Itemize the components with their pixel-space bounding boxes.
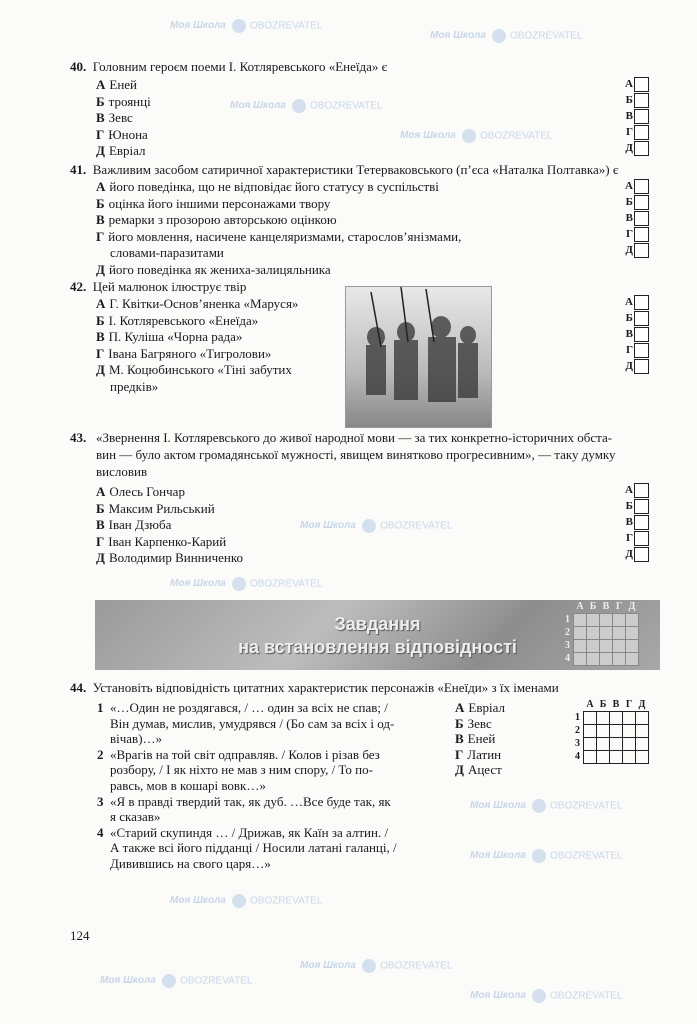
grid-cell[interactable] <box>636 712 649 725</box>
grid-cell[interactable] <box>584 712 597 725</box>
answer-option <box>96 329 242 344</box>
option-letter: Г <box>96 345 105 361</box>
option-letter: Д <box>96 362 105 377</box>
item-quote-line: А также всі його підданці / Носили латані галанці, / <box>110 840 397 856</box>
option-text: словами-паразитами <box>110 245 224 260</box>
answer-box-row[interactable] <box>625 294 649 310</box>
grid-row-number: 3 <box>575 738 580 749</box>
answer-checkbox[interactable] <box>634 227 649 242</box>
option-letter: Г <box>96 126 105 142</box>
answer-option <box>96 313 258 328</box>
grid-cell[interactable] <box>597 712 610 725</box>
answer-box-row[interactable] <box>625 124 649 140</box>
option-text: М. Коцюбинського «Тіні забутих <box>108 362 292 377</box>
grid-cell[interactable] <box>584 738 597 751</box>
grid-column-letter: Г <box>615 601 623 612</box>
answer-box-letter: В <box>625 516 633 528</box>
answer-box-letter: А <box>625 296 633 308</box>
grid-cell <box>600 627 613 640</box>
answer-checkbox[interactable] <box>634 359 649 374</box>
grid-cell <box>574 653 587 666</box>
grid-cell[interactable] <box>610 712 623 725</box>
grid-cell[interactable] <box>597 751 610 764</box>
grid-cell <box>600 653 613 666</box>
grid-cell <box>587 614 600 627</box>
option-letter: Б <box>96 312 105 328</box>
option-text: Еней <box>467 731 496 747</box>
answer-option <box>96 534 226 549</box>
watermark-brand-text: OBOZREVATEL <box>250 20 323 32</box>
answer-checkbox[interactable] <box>634 77 649 92</box>
option-letter: Д <box>96 143 105 158</box>
watermark-school: Моя Школа <box>470 800 526 811</box>
item-quote-line: вічав)…» <box>110 731 163 747</box>
option-text: його мовлення, насичене канцеляризмами, старослов’янізмами, <box>108 228 462 244</box>
question-44 <box>70 680 559 695</box>
banner-title-line1: Завдання <box>334 614 421 634</box>
match-option <box>455 700 505 715</box>
option-text: його поведінка, що не відповідає його статусу в суспільстві <box>109 179 439 194</box>
grid-cell <box>587 627 600 640</box>
item-quote-line: Він думав, мислив, умудрявся / (Бо сам за всіх і од- <box>110 715 395 731</box>
option-letter: В <box>96 212 105 227</box>
grid-cell <box>626 627 639 640</box>
watermark-brand <box>232 894 322 909</box>
watermark-brand-text: OBOZREVATEL <box>250 578 323 590</box>
answer-box-letter: Б <box>625 500 633 512</box>
grid-row-number: 1 <box>575 712 580 723</box>
watermark-brand <box>532 849 622 864</box>
answer-box-row[interactable] <box>625 226 649 242</box>
answer-option <box>96 229 461 244</box>
watermark-brand <box>362 959 452 974</box>
option-letter: Б <box>96 195 105 211</box>
option-text: Ацест <box>467 762 502 778</box>
grid-cell <box>574 614 587 627</box>
answer-checkbox[interactable] <box>634 515 649 530</box>
option-text: Володимир Винниченко <box>108 550 243 565</box>
grid-cell[interactable] <box>636 725 649 738</box>
option-text: троянці <box>108 93 151 109</box>
answer-checkbox[interactable] <box>634 195 649 210</box>
question-42 <box>70 279 246 294</box>
item-number: 4 <box>97 824 104 840</box>
question-text: Цей малюнок ілюструє твір <box>92 279 247 294</box>
question-number: 42. <box>70 279 87 294</box>
grid-corner <box>575 699 584 712</box>
watermark-brand <box>292 99 382 114</box>
answer-box-letter: Д <box>625 142 633 154</box>
answer-box-letter: Б <box>625 94 633 106</box>
option-text: оцінка його іншими персонажами твору <box>108 195 331 211</box>
answer-box-row[interactable] <box>625 194 649 210</box>
answer-option <box>96 179 439 194</box>
answer-box-row[interactable] <box>625 178 649 194</box>
option-text: Г. Квітки-Основ’яненка «Маруся» <box>109 296 299 311</box>
watermark-school: Моя Школа <box>400 130 456 141</box>
answer-box-letter: В <box>625 212 633 224</box>
watermark-brand-text: OBOZREVATEL <box>550 850 623 862</box>
answer-checkbox[interactable] <box>634 211 649 226</box>
answer-checkbox[interactable] <box>634 141 649 156</box>
match-option <box>455 731 495 746</box>
watermark-brand-text: OBOZREVATEL <box>380 960 453 972</box>
q40-answer-boxes[interactable] <box>625 76 649 156</box>
grid-row <box>565 640 639 653</box>
answer-option <box>96 77 137 92</box>
answer-checkbox[interactable] <box>634 243 649 258</box>
option-letter: Д <box>96 550 105 565</box>
watermark-brand-text: OBOZREVATEL <box>550 800 623 812</box>
item-quote-line: розбору, / І як ніхто не мав з ним спору, / То по- <box>110 762 373 778</box>
answer-box-letter: Б <box>625 312 633 324</box>
option-text: Евріал <box>468 700 505 715</box>
answer-box-letter: Д <box>625 360 633 372</box>
grid-cell <box>600 614 613 627</box>
option-text: ремарки з прозорою авторською оцінкою <box>108 212 337 227</box>
watermark-brand <box>462 129 552 144</box>
answer-box-row[interactable] <box>625 310 649 326</box>
watermark-school: Моя Школа <box>470 850 526 861</box>
grid-cell[interactable] <box>610 725 623 738</box>
match-option <box>455 762 502 777</box>
grid-row <box>565 614 639 627</box>
grid-cell <box>626 614 639 627</box>
answer-option <box>96 94 151 109</box>
watermark-brand <box>362 519 452 534</box>
question-number: 43. <box>70 430 87 445</box>
question-text-line: «Звернення І. Котляревського до живої народної мови — за тих конкретно-історичних обста- <box>96 430 613 445</box>
question-40 <box>70 59 387 74</box>
cossacks-illustration <box>346 287 491 427</box>
question-number: 40. <box>70 59 87 74</box>
grid-row <box>565 627 639 640</box>
option-letter: А <box>96 77 106 92</box>
option-letter: А <box>455 700 465 715</box>
answer-option <box>96 143 146 158</box>
option-text: Зевс <box>467 715 492 731</box>
answer-box-letter: В <box>625 328 633 340</box>
answer-box-row[interactable] <box>625 546 649 562</box>
watermark-brand-text: OBOZREVATEL <box>310 100 383 112</box>
grid-column-letter: А <box>576 601 584 612</box>
answer-box-row[interactable] <box>625 514 649 530</box>
option-letter: Г <box>455 746 464 762</box>
item-quote-line: «…Один не роздягався, / … один за всіх не спав; / <box>110 700 388 715</box>
watermark-school: Моя Школа <box>170 578 226 589</box>
item-quote-line: «Старий скупиндя … / Дрижав, як Каїн за алтин. / <box>110 824 389 840</box>
item-number: 3 <box>97 793 104 809</box>
question-text-line: висловив <box>96 464 148 479</box>
illustration-image <box>345 286 492 428</box>
grid-column-letter: Г <box>625 699 633 710</box>
answer-box-row[interactable] <box>625 342 649 358</box>
grid-row-number: 4 <box>565 653 570 664</box>
option-text: предків» <box>110 378 159 394</box>
option-letter: Г <box>96 533 105 549</box>
answer-option <box>96 362 292 377</box>
grid-cell <box>613 640 626 653</box>
grid-row <box>575 738 649 751</box>
answer-box-letter: Г <box>625 532 633 544</box>
watermark-school: Моя Школа <box>170 20 226 31</box>
answer-option <box>96 346 271 361</box>
grid-cell[interactable] <box>623 751 636 764</box>
answer-checkbox[interactable] <box>634 125 649 140</box>
option-text: його поведінка як жениха-залицяльника <box>108 261 331 277</box>
answer-box-row[interactable] <box>625 482 649 498</box>
item-quote-line: я сказав» <box>110 809 161 825</box>
answer-box-row[interactable] <box>625 210 649 226</box>
grid-cell[interactable] <box>584 751 597 764</box>
item-quote-line: Дивившись на свого царя…» <box>110 856 271 871</box>
answer-box-letter: А <box>625 484 633 496</box>
watermark-brand <box>492 29 582 44</box>
answer-checkbox[interactable] <box>634 483 649 498</box>
question-41 <box>70 162 618 177</box>
option-letter: В <box>96 329 105 344</box>
item-number: 2 <box>97 746 104 762</box>
answer-checkbox[interactable] <box>634 531 649 546</box>
option-text: Олесь Гончар <box>109 484 185 499</box>
grid-cell[interactable] <box>597 725 610 738</box>
option-text: І. Котляревського «Енеїда» <box>108 312 259 328</box>
grid-cell[interactable] <box>597 738 610 751</box>
item-quote-line: «Врагів на той світ одправляв. / Колов і різав без <box>110 746 380 762</box>
grid-row-number: 2 <box>565 627 570 638</box>
grid-row <box>575 712 649 725</box>
grid-cell <box>626 640 639 653</box>
answer-box-row[interactable] <box>625 530 649 546</box>
grid-column-letter: Д <box>638 699 646 710</box>
option-text: Максим Рильський <box>108 500 215 516</box>
watermark-school: Моя Школа <box>230 100 286 111</box>
grid-cell <box>613 627 626 640</box>
grid-row <box>565 653 639 666</box>
grid-cell <box>574 640 587 653</box>
question-number: 41. <box>70 162 87 177</box>
match-option <box>455 716 492 731</box>
watermark-school: Моя Школа <box>170 895 226 906</box>
page-number: 124 <box>70 928 90 943</box>
answer-option <box>96 296 298 311</box>
answer-box-row[interactable] <box>625 498 649 514</box>
question-number: 44. <box>70 680 87 695</box>
answer-option <box>110 379 158 394</box>
grid-column-letter: В <box>602 601 610 612</box>
answer-checkbox[interactable] <box>634 327 649 342</box>
answer-box-letter: А <box>625 180 633 192</box>
option-text: Іван Карпенко-Карий <box>108 533 227 549</box>
option-text: Зевс <box>108 110 133 125</box>
grid-cell[interactable] <box>623 738 636 751</box>
option-text: Евріал <box>108 143 146 158</box>
answer-checkbox[interactable] <box>634 109 649 124</box>
grid-cell <box>626 653 639 666</box>
grid-row <box>575 751 649 764</box>
watermark-brand-text: OBOZREVATEL <box>480 130 553 142</box>
option-letter: Д <box>455 762 464 778</box>
answer-option <box>96 196 330 211</box>
q44-answer-grid[interactable] <box>575 699 649 764</box>
answer-checkbox[interactable] <box>634 311 649 326</box>
option-letter: Д <box>96 261 105 277</box>
grid-cell[interactable] <box>636 751 649 764</box>
answer-box-letter: Г <box>625 126 633 138</box>
grid-header-row <box>575 699 649 712</box>
grid-column-letter: А <box>586 699 594 710</box>
option-text: П. Куліша «Чорна рада» <box>108 329 243 344</box>
watermark-school: Моя Школа <box>300 960 356 971</box>
answer-box-letter: Г <box>625 228 633 240</box>
option-letter: Б <box>455 715 464 731</box>
q42-answer-boxes[interactable] <box>625 294 649 374</box>
watermark-brand-text: OBOZREVATEL <box>550 990 623 1002</box>
answer-option <box>96 550 243 565</box>
watermark-brand-text: OBOZREVATEL <box>180 975 253 987</box>
answer-option <box>110 245 224 260</box>
grid-column-letter: В <box>612 699 620 710</box>
banner-title-line2: на встановлення відповідності <box>238 637 517 657</box>
answer-box-letter: А <box>625 78 633 90</box>
watermark-brand-text: OBOZREVATEL <box>250 895 323 907</box>
option-letter: Г <box>96 228 105 244</box>
grid-cell[interactable] <box>584 725 597 738</box>
match-option <box>455 747 501 762</box>
option-letter: А <box>96 484 106 499</box>
grid-row-number: 2 <box>575 725 580 736</box>
grid-row-number: 4 <box>575 751 580 762</box>
answer-option <box>96 127 148 142</box>
grid-cell <box>613 614 626 627</box>
answer-checkbox[interactable] <box>634 547 649 562</box>
watermark-brand <box>232 577 322 592</box>
answer-box-row[interactable] <box>625 108 649 124</box>
answer-box-row[interactable] <box>625 140 649 156</box>
watermark-brand <box>162 974 252 989</box>
q43-answer-boxes[interactable] <box>625 482 649 562</box>
item-quote-line: «Я в правді твердий так, як дуб. …Все буде так, як <box>110 793 391 809</box>
grid-cell <box>587 653 600 666</box>
answer-option <box>96 110 133 125</box>
grid-column-letter: Б <box>599 699 607 710</box>
watermark-brand-text: OBOZREVATEL <box>510 30 583 42</box>
option-letter: В <box>96 517 105 532</box>
answer-checkbox[interactable] <box>634 93 649 108</box>
watermark-school: Моя Школа <box>470 990 526 1001</box>
grid-row-number: 3 <box>565 640 570 651</box>
answer-box-letter: В <box>625 110 633 122</box>
answer-box-letter: Б <box>625 196 633 208</box>
option-text: Юнона <box>108 126 148 142</box>
banner-grid-sample <box>565 601 639 666</box>
grid-cell <box>587 640 600 653</box>
item-quote-line: равсь, мов в кошарі вовк…» <box>110 778 266 793</box>
answer-box-letter: Г <box>625 344 633 356</box>
answer-option <box>96 262 331 277</box>
question-text: Установіть відповідність цитатних характеристик персонажів «Енеїди» з їх іменами <box>92 680 559 695</box>
watermark-school: Моя Школа <box>300 520 356 531</box>
watermark-brand <box>232 19 322 34</box>
option-text: Еней <box>109 77 138 92</box>
watermark-school: Моя Школа <box>430 30 486 41</box>
grid-cell <box>574 627 587 640</box>
grid-cell <box>613 653 626 666</box>
answer-option <box>96 501 215 516</box>
grid-cell[interactable] <box>610 751 623 764</box>
grid-corner <box>565 601 574 614</box>
option-letter: А <box>96 296 106 311</box>
answer-checkbox[interactable] <box>634 343 649 358</box>
grid-cell[interactable] <box>636 738 649 751</box>
option-text: Івана Багряного «Тигролови» <box>108 345 272 361</box>
grid-cell[interactable] <box>610 738 623 751</box>
option-letter: Б <box>96 93 105 109</box>
answer-box-row[interactable] <box>625 92 649 108</box>
watermark-brand-text: OBOZREVATEL <box>380 520 453 532</box>
option-letter: А <box>96 179 106 194</box>
answer-option <box>96 484 185 499</box>
grid-row <box>575 725 649 738</box>
grid-cell[interactable] <box>623 712 636 725</box>
answer-option <box>96 517 171 532</box>
option-letter: В <box>455 731 464 747</box>
answer-box-row[interactable] <box>625 326 649 342</box>
question-text-line: вин — було актом громадянської мужності, явищем винятково прогресивним», — таку думку <box>96 447 616 462</box>
option-text: Латин <box>467 746 502 762</box>
grid-cell <box>600 640 613 653</box>
watermark-brand <box>532 989 622 1004</box>
option-letter: В <box>96 110 105 125</box>
q41-answer-boxes[interactable] <box>625 178 649 258</box>
grid-column-letter: Д <box>628 601 636 612</box>
answer-box-row[interactable] <box>625 358 649 374</box>
grid-header-row <box>565 601 639 614</box>
question-text: Важливим засобом сатиричної характеристики Тетерваковського (п’єса «Наталка Полтавка») є <box>92 162 619 177</box>
answer-box-letter: Д <box>625 548 633 560</box>
grid-row-number: 1 <box>565 614 570 625</box>
watermark-brand <box>532 799 622 814</box>
answer-checkbox[interactable] <box>634 295 649 310</box>
grid-cell[interactable] <box>623 725 636 738</box>
answer-box-letter: Д <box>625 244 633 256</box>
answer-box-row[interactable] <box>625 242 649 258</box>
answer-box-row[interactable] <box>625 76 649 92</box>
answer-option <box>96 212 337 227</box>
watermark-school: Моя Школа <box>100 975 156 986</box>
grid-column-letter: Б <box>589 601 597 612</box>
option-text: Іван Дзюба <box>108 517 172 532</box>
question-text: Головним героєм поеми І. Котляревського «Енеїда» є <box>92 59 388 74</box>
answer-checkbox[interactable] <box>634 179 649 194</box>
answer-checkbox[interactable] <box>634 499 649 514</box>
item-number: 1 <box>97 700 104 715</box>
option-letter: Б <box>96 500 105 516</box>
